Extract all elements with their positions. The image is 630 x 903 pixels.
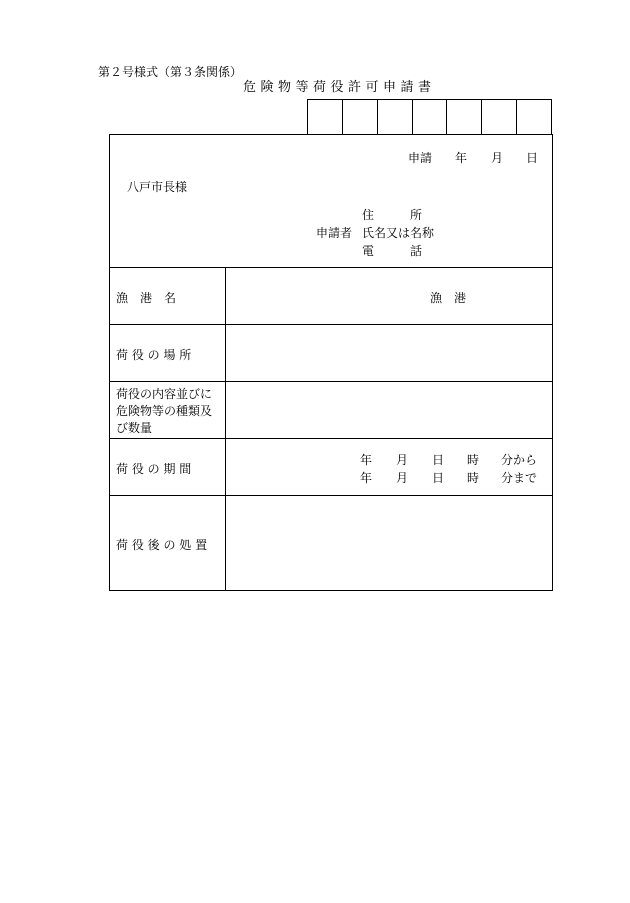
period-to-day[interactable]: 日 xyxy=(432,471,445,485)
application-date-month[interactable]: 月 xyxy=(491,151,504,165)
period-from-year[interactable]: 年 xyxy=(360,453,373,467)
application-date-prefix: 申請 xyxy=(408,151,433,165)
period-from-day[interactable]: 日 xyxy=(432,453,445,467)
column-divider xyxy=(225,267,226,590)
handling-place-label: 荷 役 の 場 所 xyxy=(116,348,192,362)
row-divider xyxy=(110,381,552,382)
phone-label: 電 話 xyxy=(362,244,423,258)
addressee: 八戸市長様 xyxy=(127,180,188,194)
period-from-month[interactable]: 月 xyxy=(396,453,409,467)
reception-box[interactable] xyxy=(413,100,448,135)
reception-number-boxes xyxy=(307,99,552,135)
fishing-port-value[interactable]: 漁 港 xyxy=(430,291,467,305)
reception-box[interactable] xyxy=(343,100,378,135)
reception-box[interactable] xyxy=(482,100,517,135)
period-to-month[interactable]: 月 xyxy=(396,471,409,485)
period-from-hour[interactable]: 時 xyxy=(467,453,480,467)
period-to-minute[interactable]: 分まで xyxy=(501,471,538,485)
document-title: 危険物等荷役許可申請書 xyxy=(243,80,436,95)
application-form xyxy=(109,134,553,591)
applicant-label: 申請者 xyxy=(316,226,353,240)
address-label: 住 所 xyxy=(362,208,423,222)
form-header xyxy=(110,135,552,268)
handling-contents-label: 荷役の内容並びに危険物等の種類及び数量 xyxy=(116,387,213,435)
reception-box[interactable] xyxy=(308,100,343,135)
post-handling-label: 荷 役 後 の 処 置 xyxy=(116,538,208,552)
handling-period-label: 荷 役 の 期 間 xyxy=(116,462,192,476)
name-label: 氏名又は名称 xyxy=(362,226,435,240)
row-divider xyxy=(110,438,552,439)
fishing-port-label: 漁 港 名 xyxy=(116,291,177,305)
period-from-minute[interactable]: 分から xyxy=(501,453,538,467)
reception-box[interactable] xyxy=(517,100,552,135)
row-divider xyxy=(110,495,552,496)
row-divider xyxy=(110,324,552,325)
period-to-hour[interactable]: 時 xyxy=(467,471,480,485)
period-to-year[interactable]: 年 xyxy=(360,471,373,485)
form-number-label: 第２号様式（第３条関係） xyxy=(98,65,243,79)
application-date-day[interactable]: 日 xyxy=(526,151,539,165)
application-date-year[interactable]: 年 xyxy=(455,151,468,165)
reception-box[interactable] xyxy=(378,100,413,135)
reception-box[interactable] xyxy=(447,100,482,135)
